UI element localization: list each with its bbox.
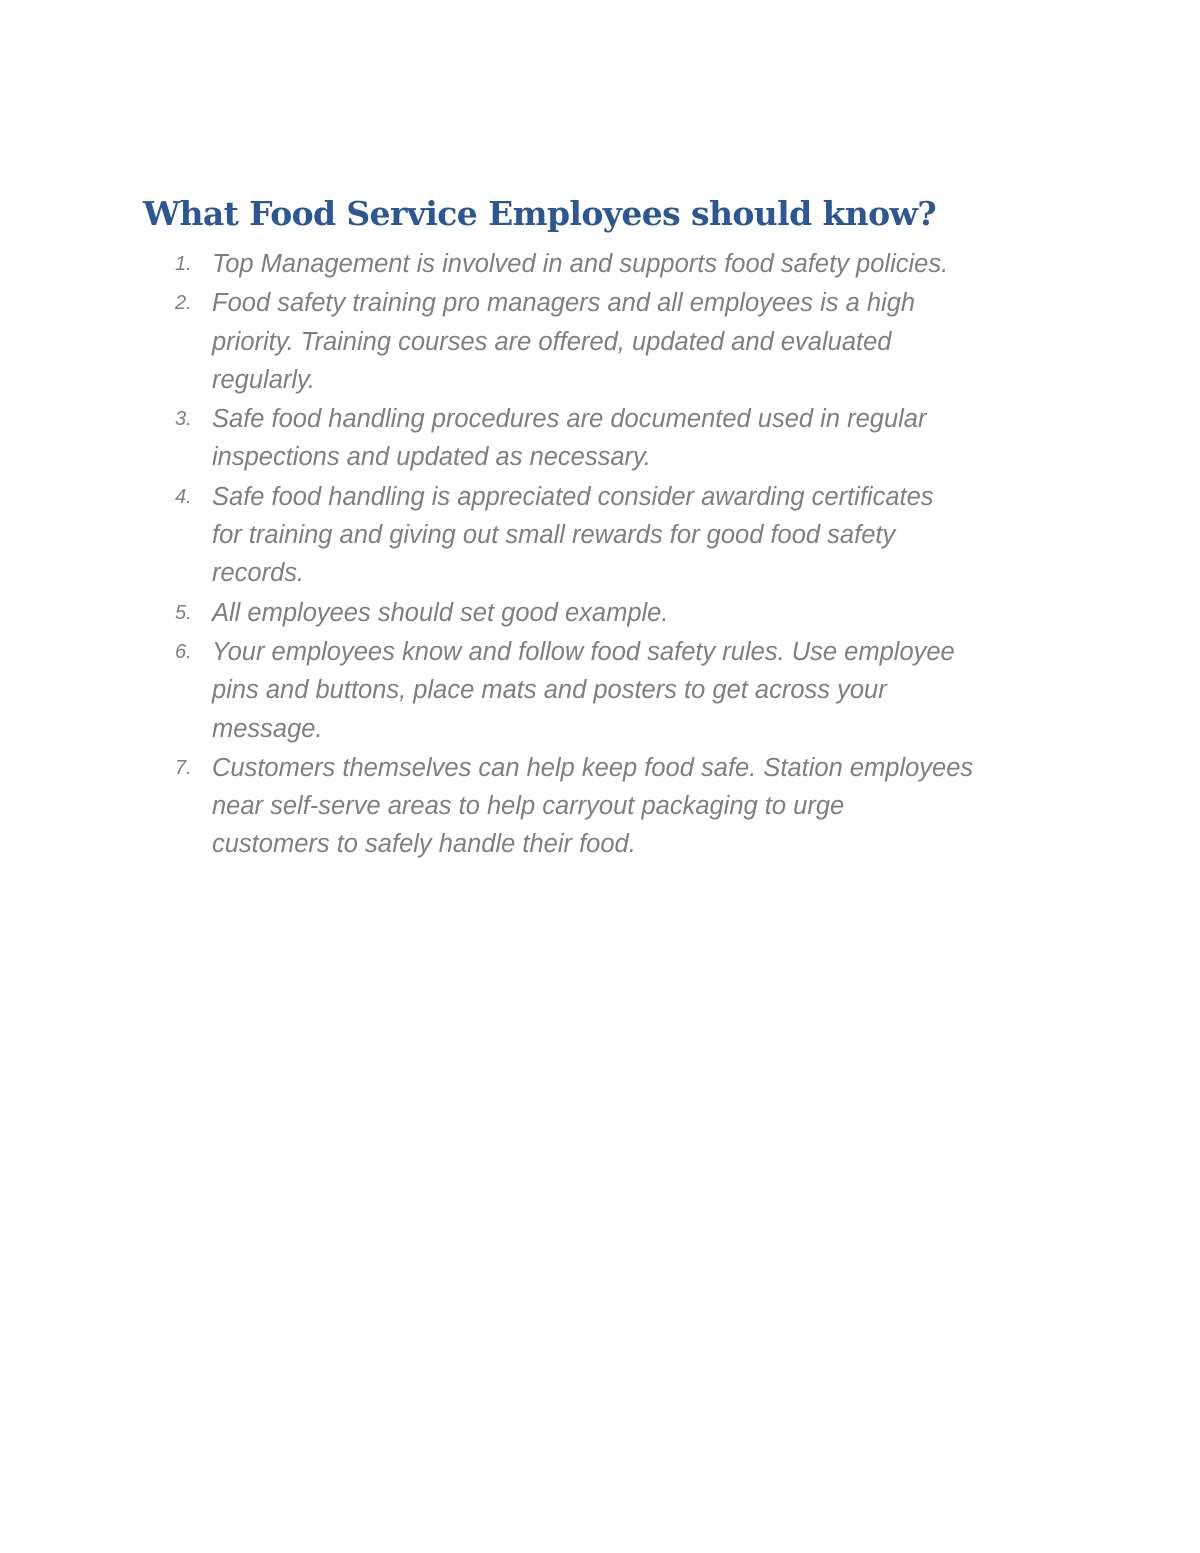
list-item-text: inspections and updated as necessary. (212, 443, 651, 472)
list-item-text: Safe food handling procedures are documented used in regular (212, 405, 927, 434)
list-item-number: 4. (175, 485, 192, 508)
list-item (175, 245, 1075, 283)
list-item-number: 1. (175, 253, 192, 275)
list-item-text: message. (212, 714, 323, 743)
page-title: What Food Service Employees should know? (143, 194, 937, 233)
list-item (175, 400, 1075, 477)
list-item-text: pins and buttons, place mats and posters to get across your (212, 676, 887, 705)
list-item-text: for training and giving out small rewards for good food safety (212, 521, 896, 550)
list-item (175, 478, 1075, 593)
list-item-text: Your employees know and follow food safety rules. Use employee (212, 637, 955, 666)
list-item-text: Customers themselves can help keep food safe. Station employees (212, 753, 974, 782)
list-item-text: Top Management is involved in and supports food safety policies. (212, 250, 949, 278)
list-item-text: regularly. (212, 365, 315, 394)
list-item-text: near self-serve areas to help carryout packaging to urge (212, 792, 845, 821)
list-item-number: 5. (175, 601, 192, 624)
list-item (175, 749, 1075, 864)
list-item (175, 594, 1075, 632)
list-item-number: 2. (175, 292, 192, 315)
list-item-text: Safe food handling is appreciated consider awarding certificates (212, 482, 934, 511)
numbered-list (175, 245, 1075, 865)
list-item-number: 6. (175, 640, 192, 663)
list-item-text: records. (212, 559, 305, 588)
list-item-number: 7. (175, 756, 192, 779)
list-item-number: 3. (175, 408, 192, 431)
list-item-text: All employees should set good example. (212, 598, 669, 627)
list-item-text: Food safety training pro managers and all employees is a high (212, 289, 916, 318)
list-item-text: customers to safely handle their food. (212, 830, 636, 859)
list-item (175, 284, 1075, 399)
list-item (175, 633, 1075, 748)
list-item-text: priority. Training courses are offered, updated and evaluated (212, 327, 892, 356)
